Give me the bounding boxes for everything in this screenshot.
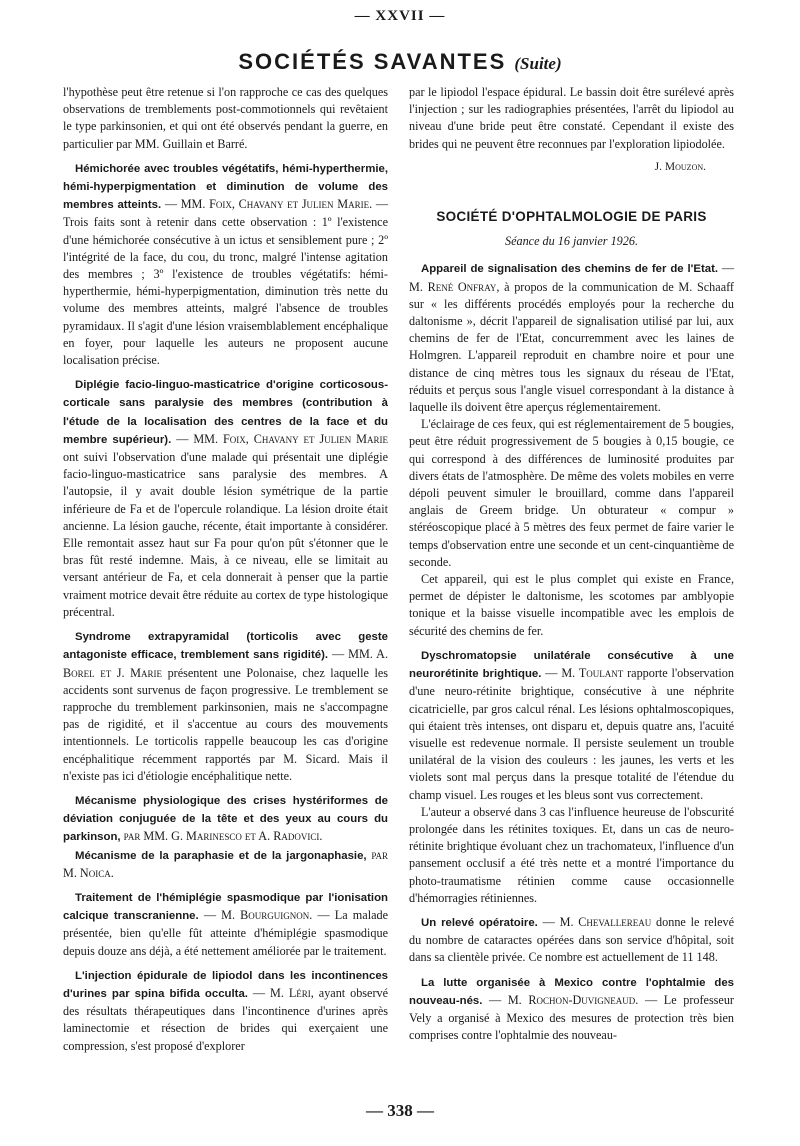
- article-body: — Trois faits sont à retenir dans cette observation : 1º l'existence d'une hémichorée consécutive à un ictus et sensiblement pure ; 2º l'intégrité de la face, du cou, du tronc, malgré l'intense agitation des membres ; 3º l'existence de troubles végétatifs: hémi-hyperthermie, hémi-hyperpigmentation, diminution très nette du volume des membres atteints, malgré l'absence de troubles pyramidaux. Il s'agit d'une lésion vraisemblablement encéphalique en foyer, pour laquelle les auteurs ne proposent aucune localisation précise.: [63, 197, 389, 368]
- article-title: L'injection épidurale de lipiodol dans les incontinences d'urines par spina bifida occulta.: [63, 969, 388, 1000]
- article-authors: — MM. Foix, Chavany et Julien Marie.: [164, 197, 373, 212]
- article-syndrome-extrapyramidal: [63, 628, 388, 785]
- article-authors: — M. Léri,: [252, 985, 314, 1000]
- left-continuation-paragraph: l'hypothèse peut être retenue si l'on rapproche ce cas des quelques observations de tremblements post-commotionnels qui revêtaient le type parkinsonien, et qui ont été observés pendant la guerre, en particulier par MM. Guillain et Barré.: [63, 85, 388, 151]
- society-heading: SOCIÉTÉ D'OPHTALMOLOGIE DE PARIS: [436, 209, 707, 225]
- article-authors: — M. Chevallereau: [542, 914, 652, 929]
- article-body: ayant observé des résultats thérapeutiques dans l'incontinence d'urines après laminectomie et résection de brides qui exerçaient une compression, s'est proposé d'explorer: [63, 985, 389, 1053]
- article-authors: — M. Bourguignon.: [203, 908, 313, 923]
- article-hemichoree: [63, 160, 388, 369]
- article-paragraph: L'auteur a observé dans 3 cas l'influence heureuse de l'obscurité prolongée dans les rétinites toxiques. Et, dans un cas de neuro-rétinite brightique évoluant chez un trachomateux, l'influence d'un pansement occlusif a été très nette et a montré l'importance du photo-traumatisme rétinien comme cause occasionnelle d'hémorragies rétiniennes.: [409, 804, 734, 905]
- article-body: ont suivi l'observation d'une malade qui présentait une diplégie facio-linguo-masticatrice sans paralysie des membres. A l'autopsie, il y avait double lésion symétrique de la partie inférieure de Fa et de l'opercule rolandique. La lésion droite était ancienne. La lésion gauche, récente, était importante à considérer. Elle remontait assez haut sur Fa pour qu'on pût s'étonner que le bras fût resté indemne. Mais, à ce niveau, elle se limitait au versant antérieur de Fa, et cela donnerait à penser que la partie vraiment motrice devait être réduite au cortex de type histologique précentral.: [63, 450, 388, 619]
- page-number: — 338 —: [366, 1101, 434, 1120]
- article-signalisation: [409, 260, 734, 416]
- article-diplegie: [63, 376, 388, 621]
- article-hemiplegie-spasmodique: [63, 889, 388, 960]
- article-title: Appareil de signalisation des chemins de fer de l'Etat.: [421, 263, 719, 276]
- article-body: donne le relevé du nombre de cataractes opérées dans son service d'hôpital, soit dans sa clientèle privée. Ce nombre est actuellement de 11 148.: [409, 914, 734, 965]
- page-roman-numeral: — XXVII —: [354, 8, 446, 24]
- article-title: Un relevé opératoire.: [421, 916, 538, 929]
- article-authors: — MM. Foix, Chavany et Julien Marie: [176, 431, 388, 446]
- article-paragraph: L'éclairage de ces feux, qui est réglementairement de 5 bougies, peut être réduit progressivement de 5 bougies à 0,15 bougie, ce qui correspond à des différences de luminosité produites par divers états de l'atmosphère. De même des volets mobiles en verre dépoli peuvent simuler le brouillard, comme dans l'appareil anglais de Greem bridge. Un obturateur « compur » stéréoscopique placé à 5 mètres des feux permet de faire varier le temps d'observation entre une seconde et un cent-cinquantième de seconde.: [409, 417, 734, 569]
- article-dyschromatopsie: [409, 647, 734, 804]
- article-title: Diplégie facio-linguo-masticatrice d'origine corticosous-corticale sans paralysie des membres (contribution à l'étude de la localisation des centres de la face et du membre supérieur).: [63, 379, 388, 446]
- article-title: Syndrome extrapyramidal (torticolis avec geste antagoniste efficace, tremblement sans rigidité).: [63, 631, 388, 662]
- article-crises-hysteriformes: [63, 792, 388, 847]
- article-body: rapporte l'observation d'une neuro-rétinite brightique, consécutive à une néphrite cicatricielle, par gros calcul rénal. Les lésions ophtalmoscopiques, qui étaient très intenses, ont disparu et, depuis quatre ans, l'acuité visuelle est redevenue normale. Il persiste seulement un trouble unilatéral de la vision des couleurs : les jaunes, les verts et les violets sont mal perçus dans la presque totalité de l'étendue du champ visuel. Les rouges et les bleus sont vus correctement.: [409, 666, 734, 802]
- article-injection-lipiodol: [63, 967, 388, 1055]
- running-title-main: SOCIÉTÉS SAVANTES: [238, 49, 507, 74]
- right-continuation-paragraph: par le lipiodol l'espace épidural. Le bassin doit être surélevé après l'injection ; sur les radiographies présentées, l'arrêt du lipiodol au niveau d'une bride peut être constaté. Cependant il existe des brides qui ne peuvent être reconnues par l'exploration lipiodolée.: [409, 85, 734, 151]
- article-lutte-mexico: [409, 974, 734, 1045]
- article-body: présentent une Polonaise, chez laquelle les accidents sont survenus de façon progressive. Le tremblement se rapproche du tremblement parkinsonien, mais ne s'accompagne pas de rigidité, et il s'accentue au cours des mouvements intentionnels. Le torticolis rappelle beaucoup les cas d'origine encéphalitique récemment rapportés par M. Sicard. Mais il n'existe pas ici d'étiologie encéphalitique nette.: [63, 665, 388, 783]
- session-date: Séance du 16 janvier 1926.: [504, 234, 638, 249]
- left-column: [63, 84, 388, 1055]
- article-body: — La malade présentée, bien qu'elle fût atteinte d'hémiplégie spasmodique depuis douze ans déjà, a été nettement améliorée par le traitement.: [63, 908, 388, 958]
- article-authors: par MM. G. Marinesco et A. Radovici.: [123, 829, 323, 844]
- author-signature: J. Mouzon.: [654, 160, 706, 173]
- running-title-suffix: (Suite): [514, 54, 562, 73]
- article-paragraph: Cet appareil, qui est le plus complet qui existe en France, permet de dépister le daltonisme, les scotomes par amblyopie tonique et la baisse visuelle incompatible avec les emplois de sécurité des chemins de fer.: [409, 572, 734, 638]
- article-title: Mécanisme de la paraphasie et de la jargonaphasie,: [75, 849, 367, 862]
- article-paraphasie: [63, 847, 388, 882]
- running-title: [0, 49, 800, 75]
- article-title: Traitement de l'hémiplégie spasmodique par l'ionisation calcique transcranienne.: [63, 891, 388, 923]
- right-column: [409, 84, 734, 1044]
- article-releve-operatoire: [409, 914, 734, 967]
- article-title: Dyschromatopsie unilatérale consécutive à une neurorétinite brightique.: [409, 649, 734, 681]
- article-title: La lutte organisée à Mexico contre l'ophtalmie des nouveau-nés.: [409, 976, 734, 1007]
- article-body: à propos de la communication de M. Schaaff sur « les différents procédés employés pour la recherche du daltonisme », décrit l'appareil de signalisation utilisé par lui, aux chemins de fer de l'Etat, concurremment avec les laines de Holmgren. L'appareil reproduit en chambre noire et pour une distance de cinq mètres tous les signaux du réseau de l'Etat, réduits et perçus sous l'angle visuel correspondant à la distance à laquelle ils doivent être aperçus réglementairement.: [409, 279, 734, 415]
- article-authors: — MM. A. Borel et J. Marie: [63, 647, 388, 680]
- article-title: Hémichorée avec troubles végétatifs, hémi-hyperthermie, hémi-hyperpigmentation et diminution de volume des membres atteints.: [63, 162, 388, 212]
- article-title: Mécanisme physiologique des crises hystériformes de déviation conjuguée de la tête et des yeux au cours du parkinson,: [63, 794, 388, 844]
- article-body: — Le professeur Vely a organisé à Mexico des mesures de protection très bien comprises contre l'ophtalmie des nouveau-: [409, 992, 734, 1043]
- article-authors: — M. René Onfray,: [409, 261, 734, 294]
- article-authors: par M. Noica.: [63, 847, 388, 880]
- article-authors: — M. Rochon-Duvigneaud.: [489, 992, 639, 1007]
- article-authors: — M. Toulant: [545, 666, 624, 681]
